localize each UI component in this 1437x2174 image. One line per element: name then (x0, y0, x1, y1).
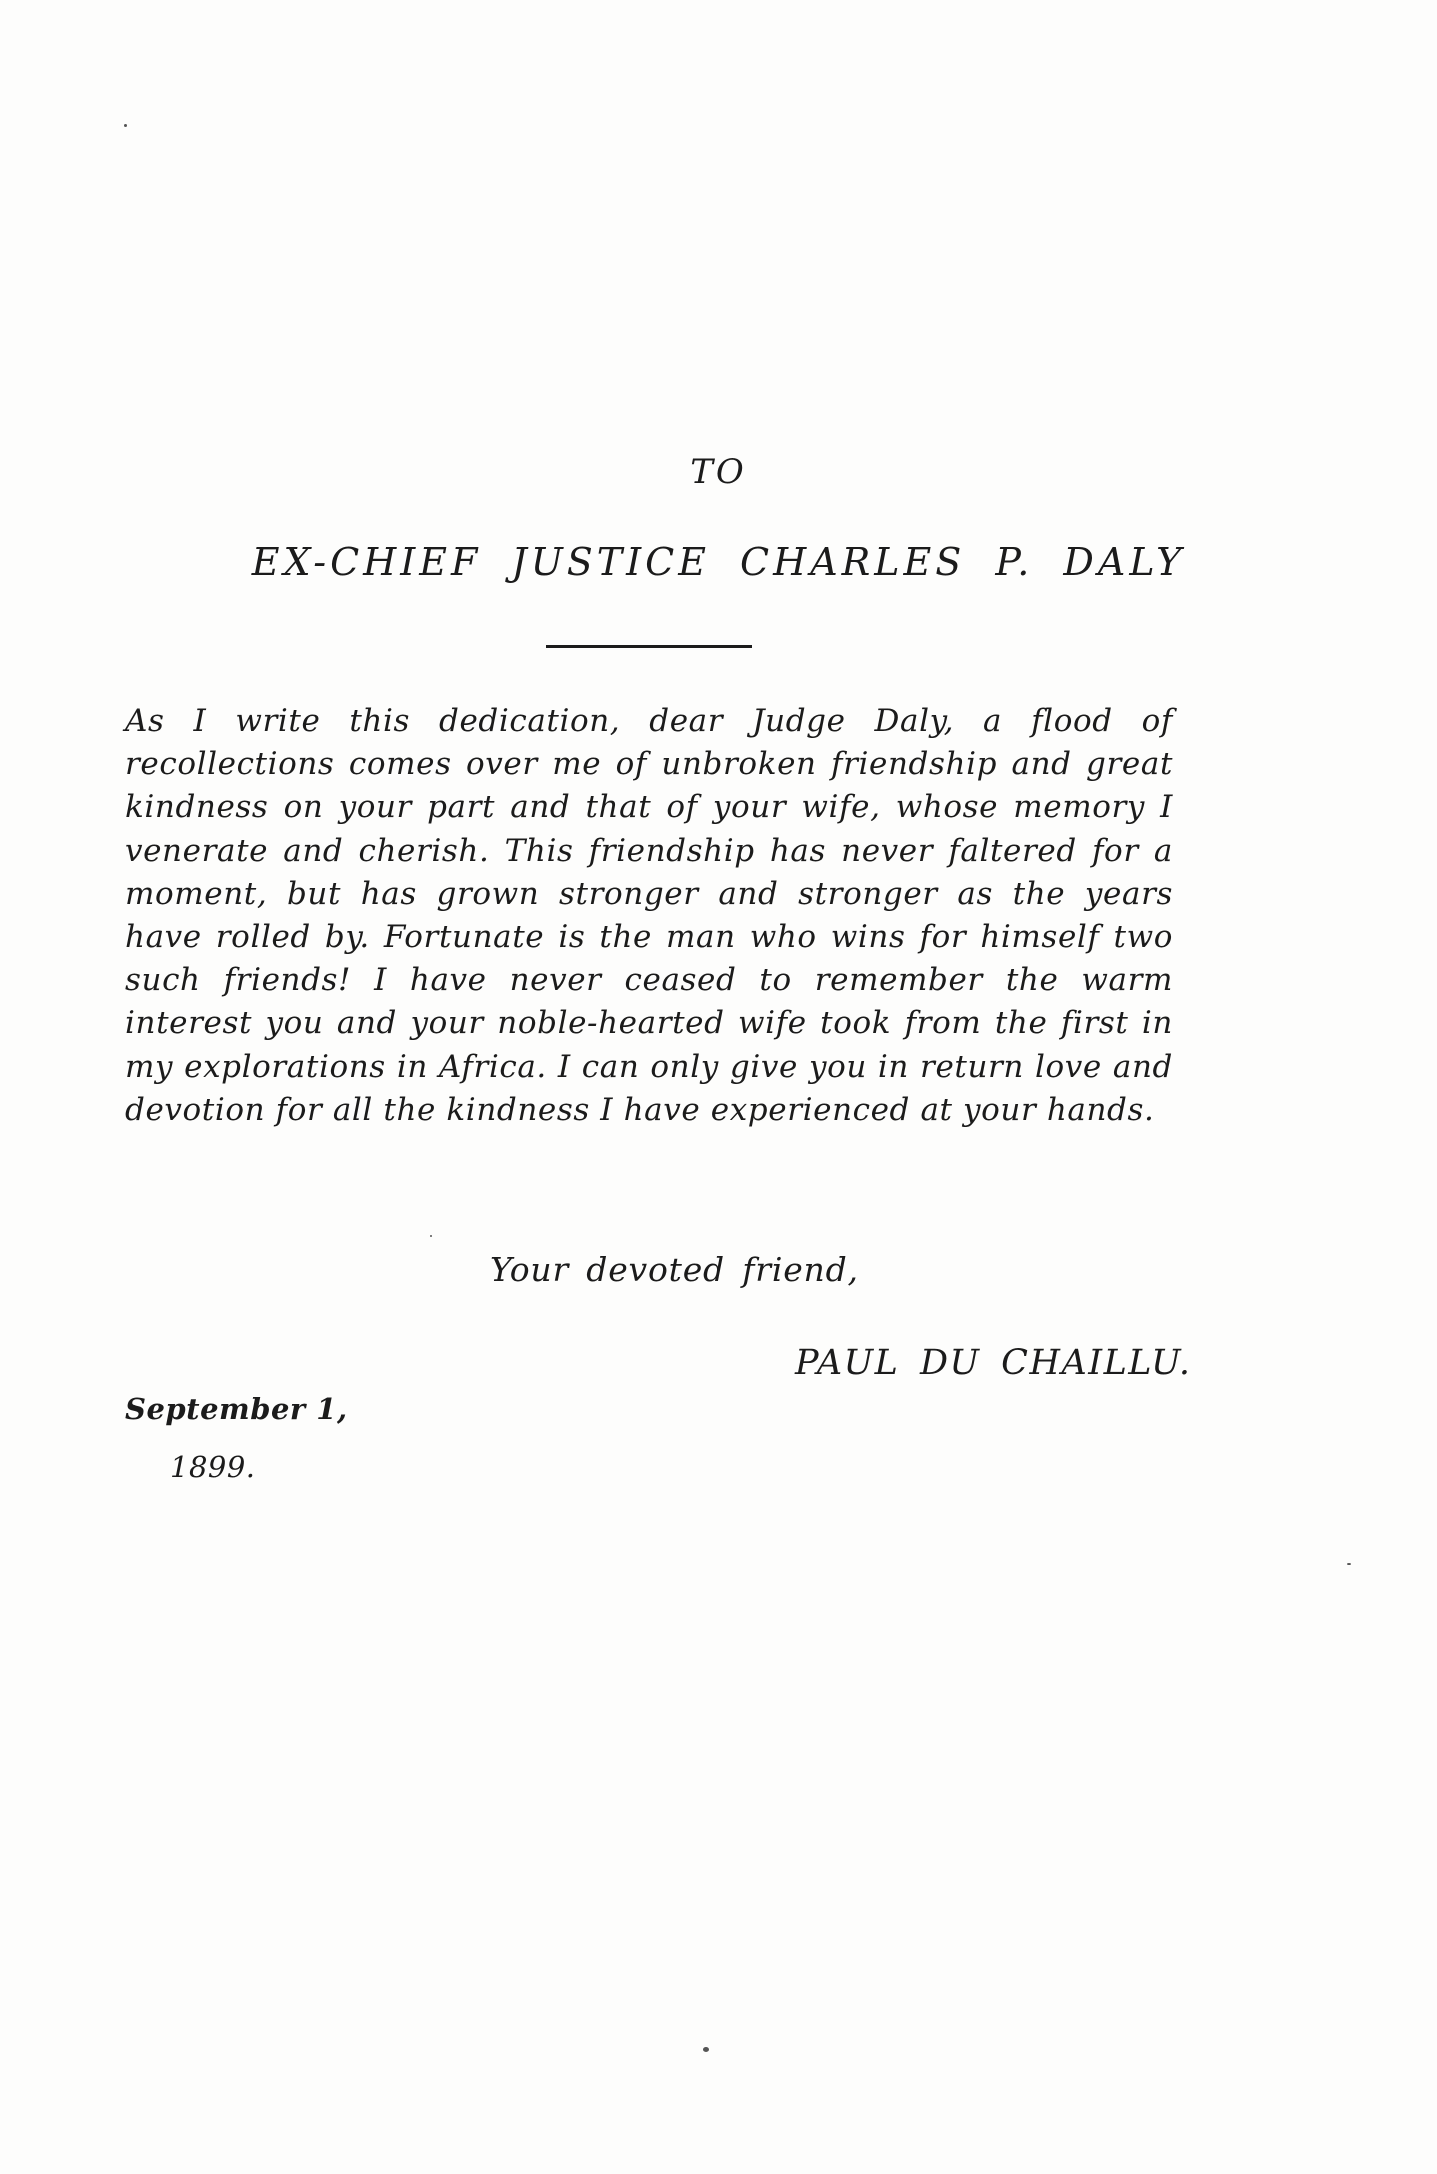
author-signature: PAUL DU CHAILLU. (795, 1343, 1192, 1383)
closing-salutation: Your devoted friend, (490, 1250, 859, 1289)
divider-rule (546, 645, 752, 648)
recipient-heading: EX-CHIEF JUSTICE CHARLES P. DALY (251, 540, 1186, 584)
print-speck (703, 2047, 709, 2052)
print-speck (430, 1235, 432, 1237)
dedication-body: As I write this dedication, dear Judge Daly, a flood of recollections comes over me of unbroken friendship and great kindness on your part and that of your wife, whose memory I venerate and cherish. This friendship has never faltered for a moment, but has grown stronger and stronger as the years have rolled by. Fortunate is the man who wins for himself two such friends! I have never ceased to remember the warm interest you and your noble-hearted wife took from the first in my explorations in Africa. I can only give you in return love and devotion for all the kindness I have experienced at your hands. (125, 703, 1173, 1128)
date-year: 1899. (170, 1450, 256, 1484)
dedication-to-heading: TO (690, 452, 747, 492)
date-month-day: September 1, (125, 1392, 348, 1426)
print-speck (124, 124, 127, 127)
print-speck (1347, 1563, 1351, 1565)
